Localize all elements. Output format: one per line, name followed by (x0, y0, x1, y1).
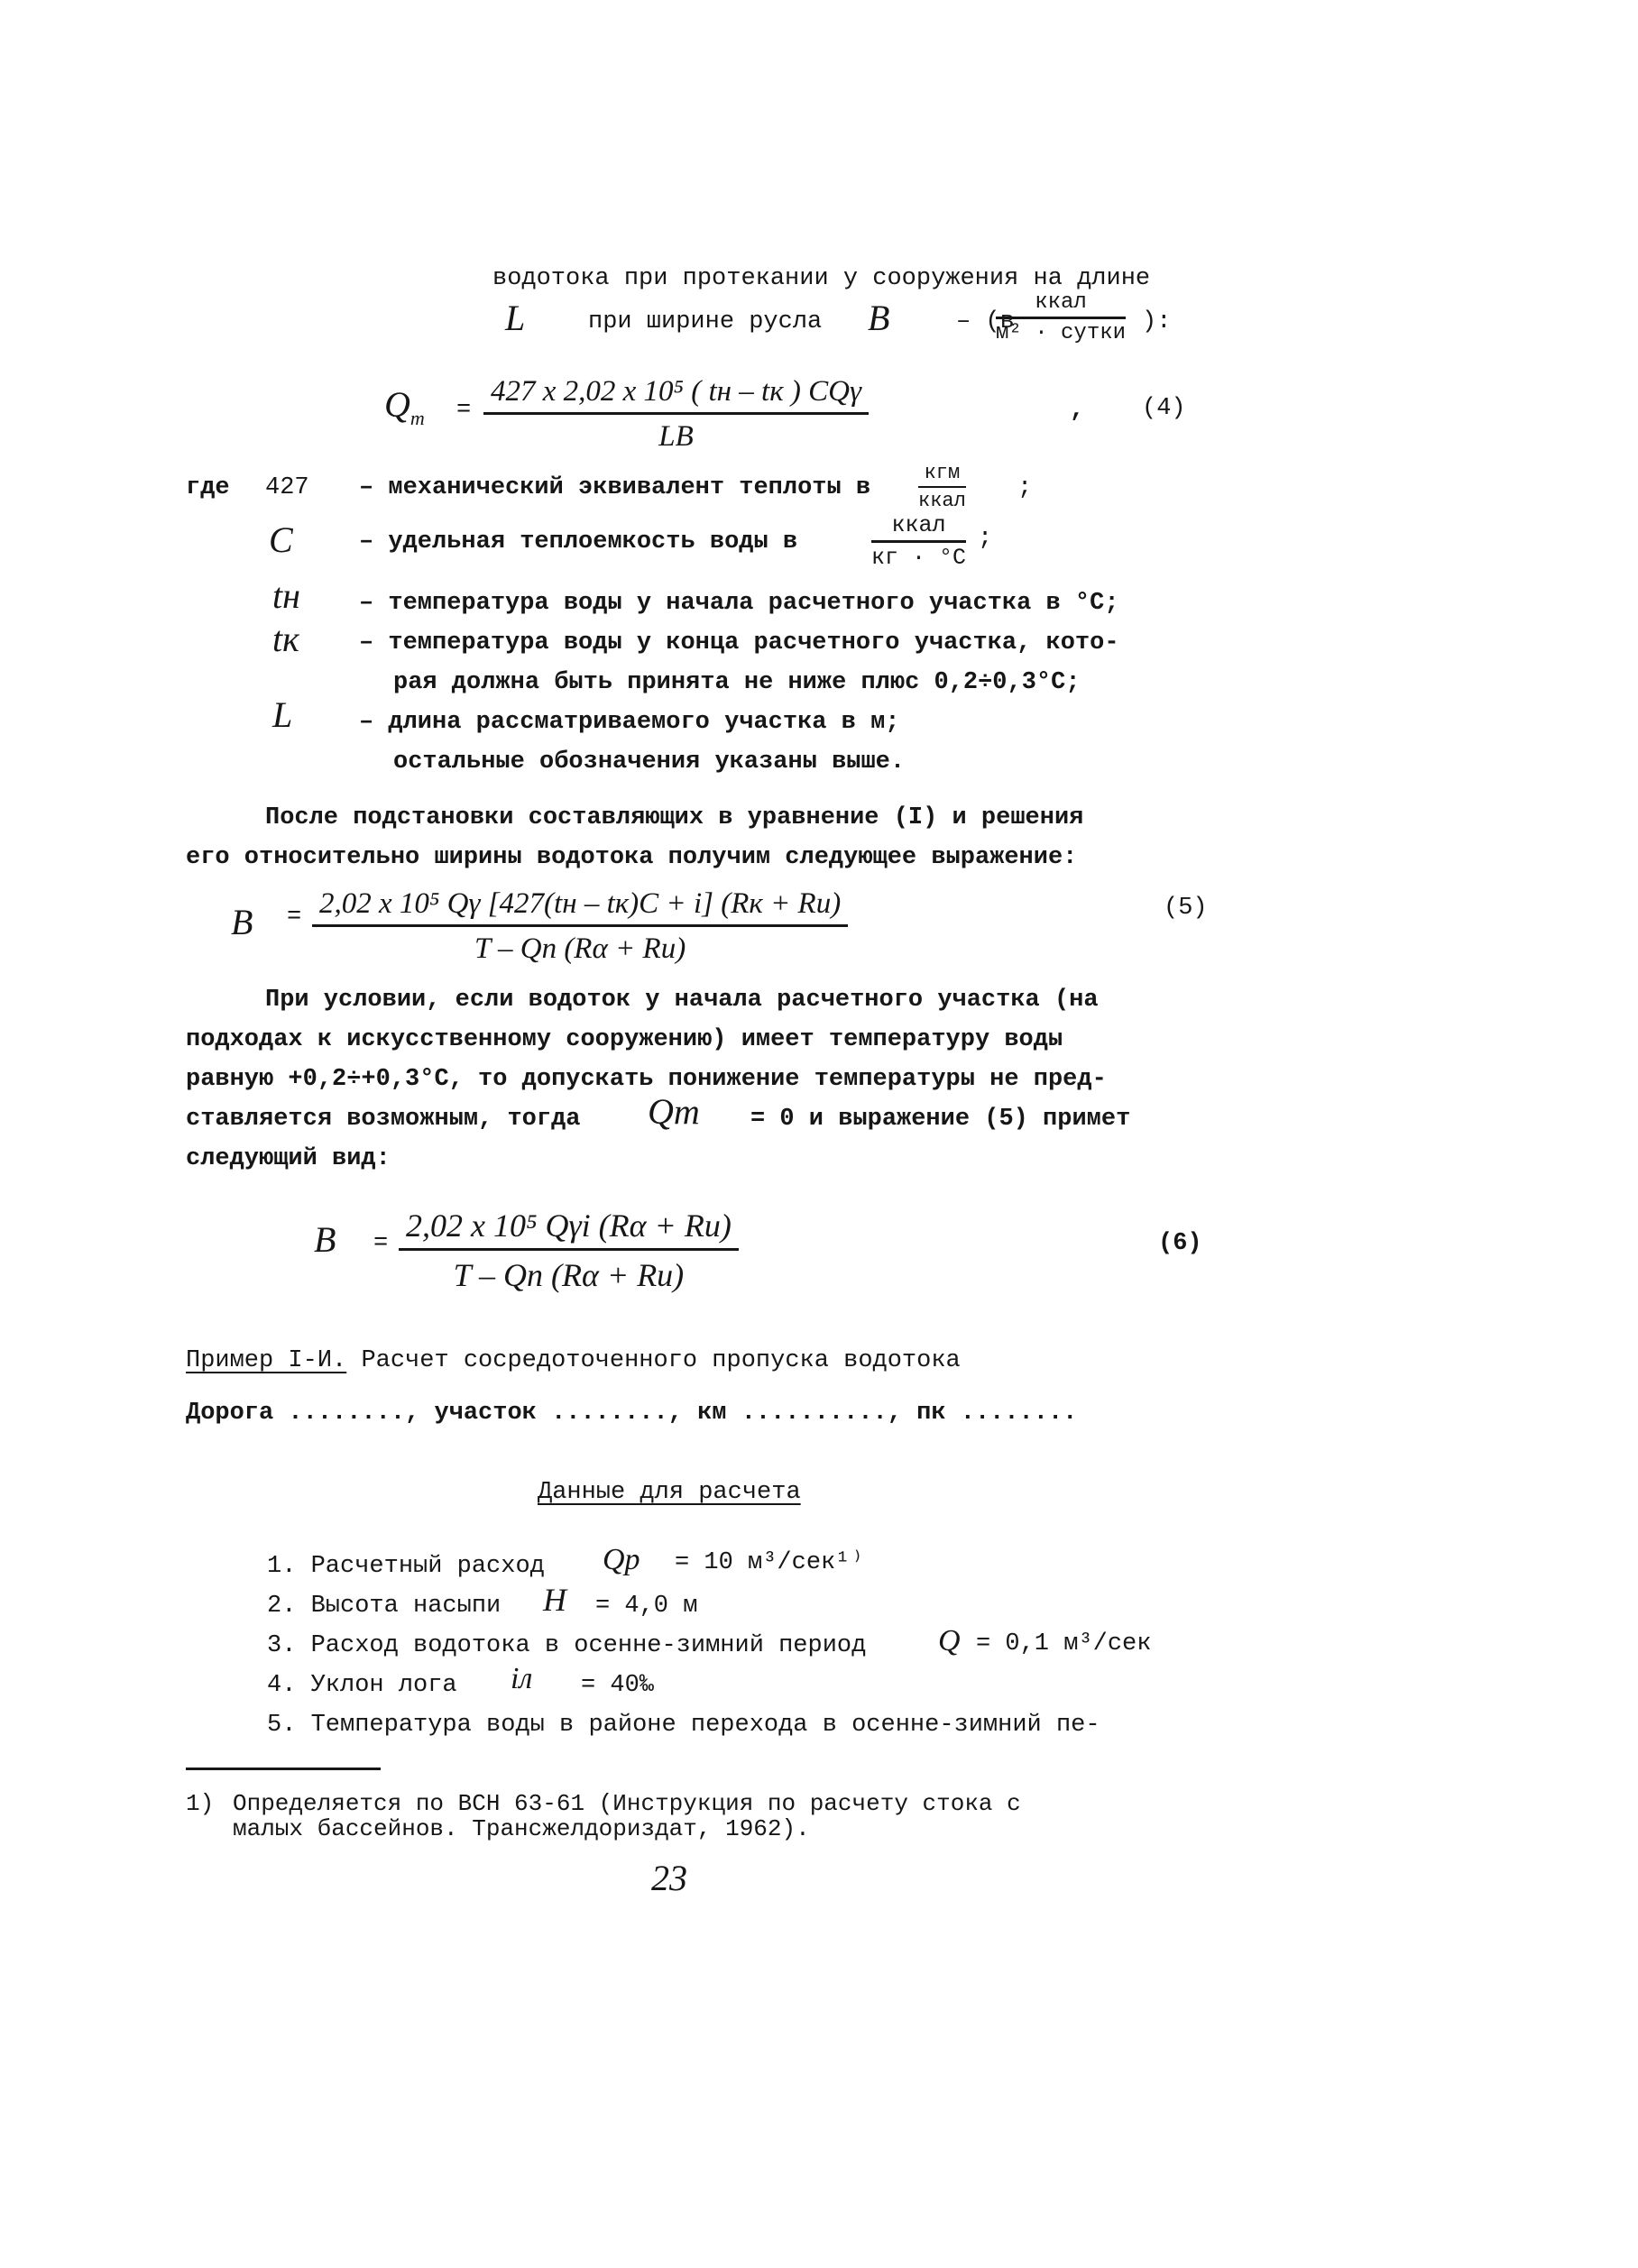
page-number: 23 (651, 1858, 687, 1898)
example-label: Пример I-И. (186, 1347, 347, 1374)
para2-line4-a: ставляется возможным, тогда (186, 1106, 581, 1133)
def-5-text: – длина рассматриваемого участка в м; (359, 709, 900, 736)
eq6-lhs: B (314, 1219, 336, 1260)
def-2-tail: ; (978, 525, 993, 552)
units-numerator: ккал (996, 290, 1126, 319)
data-item-4-number: 4. (267, 1672, 297, 1699)
units-fraction (996, 290, 1126, 345)
eq4-lhs (384, 384, 425, 429)
data-item-5-number: 5. (267, 1712, 297, 1739)
data-heading: Данные для расчета (538, 1479, 801, 1506)
def-3-symbol: tн (272, 575, 300, 616)
def-2-unit (871, 512, 966, 571)
eq4-equals: = (456, 397, 472, 424)
eq6-denominator: T – Qп (Rα + Rи) (453, 1257, 685, 1293)
intro-line-2-text: при ширине русла (588, 308, 823, 335)
footnote-rule (186, 1768, 381, 1770)
data-item-2-text: Высота насыпи (310, 1593, 502, 1620)
data-item-1-number: 1. (267, 1553, 297, 1580)
para1-line2: его относительно ширины водотока получим следующее выражение: (186, 844, 1078, 871)
para2-line5: следующий вид: (186, 1145, 391, 1172)
data-item-1-value: = 10 м³/сек¹⁾ (675, 1549, 865, 1576)
data-item-3-value: = 0,1 м³/сек (976, 1630, 1152, 1657)
data-item-2 (267, 1593, 501, 1621)
def-2-symbol: C (269, 519, 293, 560)
def-1-unit (918, 462, 966, 512)
footnote-marker: 1) (186, 1790, 215, 1817)
eq5-lhs: B (231, 902, 253, 942)
def-1-symbol: 427 (265, 474, 309, 501)
def-5-cont: остальные обозначения указаны выше. (393, 748, 906, 776)
def-5-symbol: L (272, 694, 293, 735)
def-2-unit-num: ккал (871, 512, 966, 543)
eq5-denominator: T – Qп (Rα + Rи) (474, 932, 686, 965)
example-title: Расчет сосредоточенного пропуска водотока (361, 1347, 961, 1374)
footnote-line1: Определяется по ВСН 63-61 (Инструкция по расчету стока с (233, 1790, 1021, 1817)
data-item-1 (267, 1553, 545, 1581)
data-item-2-symbol: H (543, 1582, 566, 1618)
data-item-4-value: = 40‰ (581, 1672, 655, 1699)
units-denominator: м² · сутки (996, 321, 1127, 345)
para2-line2: подходах к искусственному сооружению) имеет температуру воды (186, 1026, 1063, 1053)
eq4-number: (4) (1142, 395, 1186, 422)
eq5-fraction (312, 887, 848, 966)
def-4-symbol: tк (272, 619, 299, 659)
symbol-B: B (868, 298, 890, 338)
data-item-4 (267, 1672, 457, 1700)
para2-symbol-Qt: Qт (648, 1091, 700, 1132)
definitions-where: где (186, 474, 230, 501)
units-suffix: ): (1142, 308, 1172, 335)
example-road-line: Дорога ........, участок ........, км .........., пк ........ (186, 1400, 1078, 1427)
para2-line4-b: = 0 и выражение (5) примет (750, 1106, 1131, 1133)
data-item-3 (267, 1632, 866, 1660)
data-item-1-symbol: Qр (603, 1543, 640, 1576)
para2-line3: равную +0,2÷+0,3°С, то допускать понижение температуры не пред- (186, 1066, 1107, 1093)
eq6-equals: = (373, 1230, 389, 1257)
eq6-fraction (399, 1207, 739, 1294)
intro-line-1: водотока при протекании у сооружения на длине (492, 265, 1151, 292)
units-prefix: – (в (956, 308, 1015, 335)
def-2-text: – удельная теплоемкость воды в (359, 528, 798, 556)
data-item-4-text: Уклон лога (310, 1672, 457, 1699)
eq6-number: (6) (1158, 1230, 1202, 1257)
eq6-numerator: 2,02 x 10⁵ Qγi (Rα + Rи) (399, 1207, 739, 1251)
symbol-L: L (505, 298, 526, 338)
eq4-fraction (483, 375, 869, 454)
data-item-1-text: Расчетный расход (310, 1553, 545, 1580)
para1-line1: После подстановки составляющих в уравнение (I) и решения (265, 804, 1084, 831)
data-item-5-text: Температура воды в районе перехода в осенне-зимний пе- (310, 1712, 1100, 1739)
def-4-cont: рая должна быть принята не ниже плюс 0,2÷0,3°С; (393, 669, 1081, 696)
eq5-equals: = (287, 904, 302, 931)
def-2-unit-den: кг · °C (871, 545, 967, 571)
eq5-number: (5) (1164, 895, 1208, 922)
data-item-4-symbol: iл (511, 1662, 533, 1695)
eq4-lhs-sub: т (410, 407, 425, 429)
eq4-denominator: LB (658, 420, 694, 453)
data-item-2-value: = 4,0 м (595, 1593, 698, 1620)
def-1-tail: ; (1017, 474, 1033, 501)
eq4-numerator: 427 x 2,02 x 10⁵ ( tн – tк ) CQγ (483, 375, 869, 415)
eq5-numerator: 2,02 x 10⁵ Qγ [427(tн – tк)C + i] (Rк + Rи) (312, 887, 848, 927)
data-item-3-symbol: Q (938, 1624, 961, 1657)
eq4-lhs-symbol: Q (384, 384, 410, 425)
def-4-text: – температура воды у конца расчетного участка, кото- (359, 629, 1119, 657)
data-item-5 (267, 1712, 1100, 1740)
def-1-unit-den: ккал (918, 490, 966, 512)
def-3-text: – температура воды у начала расчетного участка в °С; (359, 590, 1119, 617)
data-item-2-number: 2. (267, 1593, 297, 1620)
data-item-3-text: Расход водотока в осенне-зимний период (310, 1632, 867, 1659)
para2-line1: При условии, если водоток у начала расчетного участка (на (265, 987, 1099, 1014)
def-1-text: – механический эквивалент теплоты в (359, 474, 871, 501)
eq4-comma: , (1070, 397, 1085, 424)
example-heading (186, 1347, 961, 1375)
def-1-unit-num: кгм (918, 462, 966, 488)
data-item-3-number: 3. (267, 1632, 297, 1659)
footnote-line2: малых бассейнов. Трансжелдориздат, 1962). (233, 1815, 810, 1842)
